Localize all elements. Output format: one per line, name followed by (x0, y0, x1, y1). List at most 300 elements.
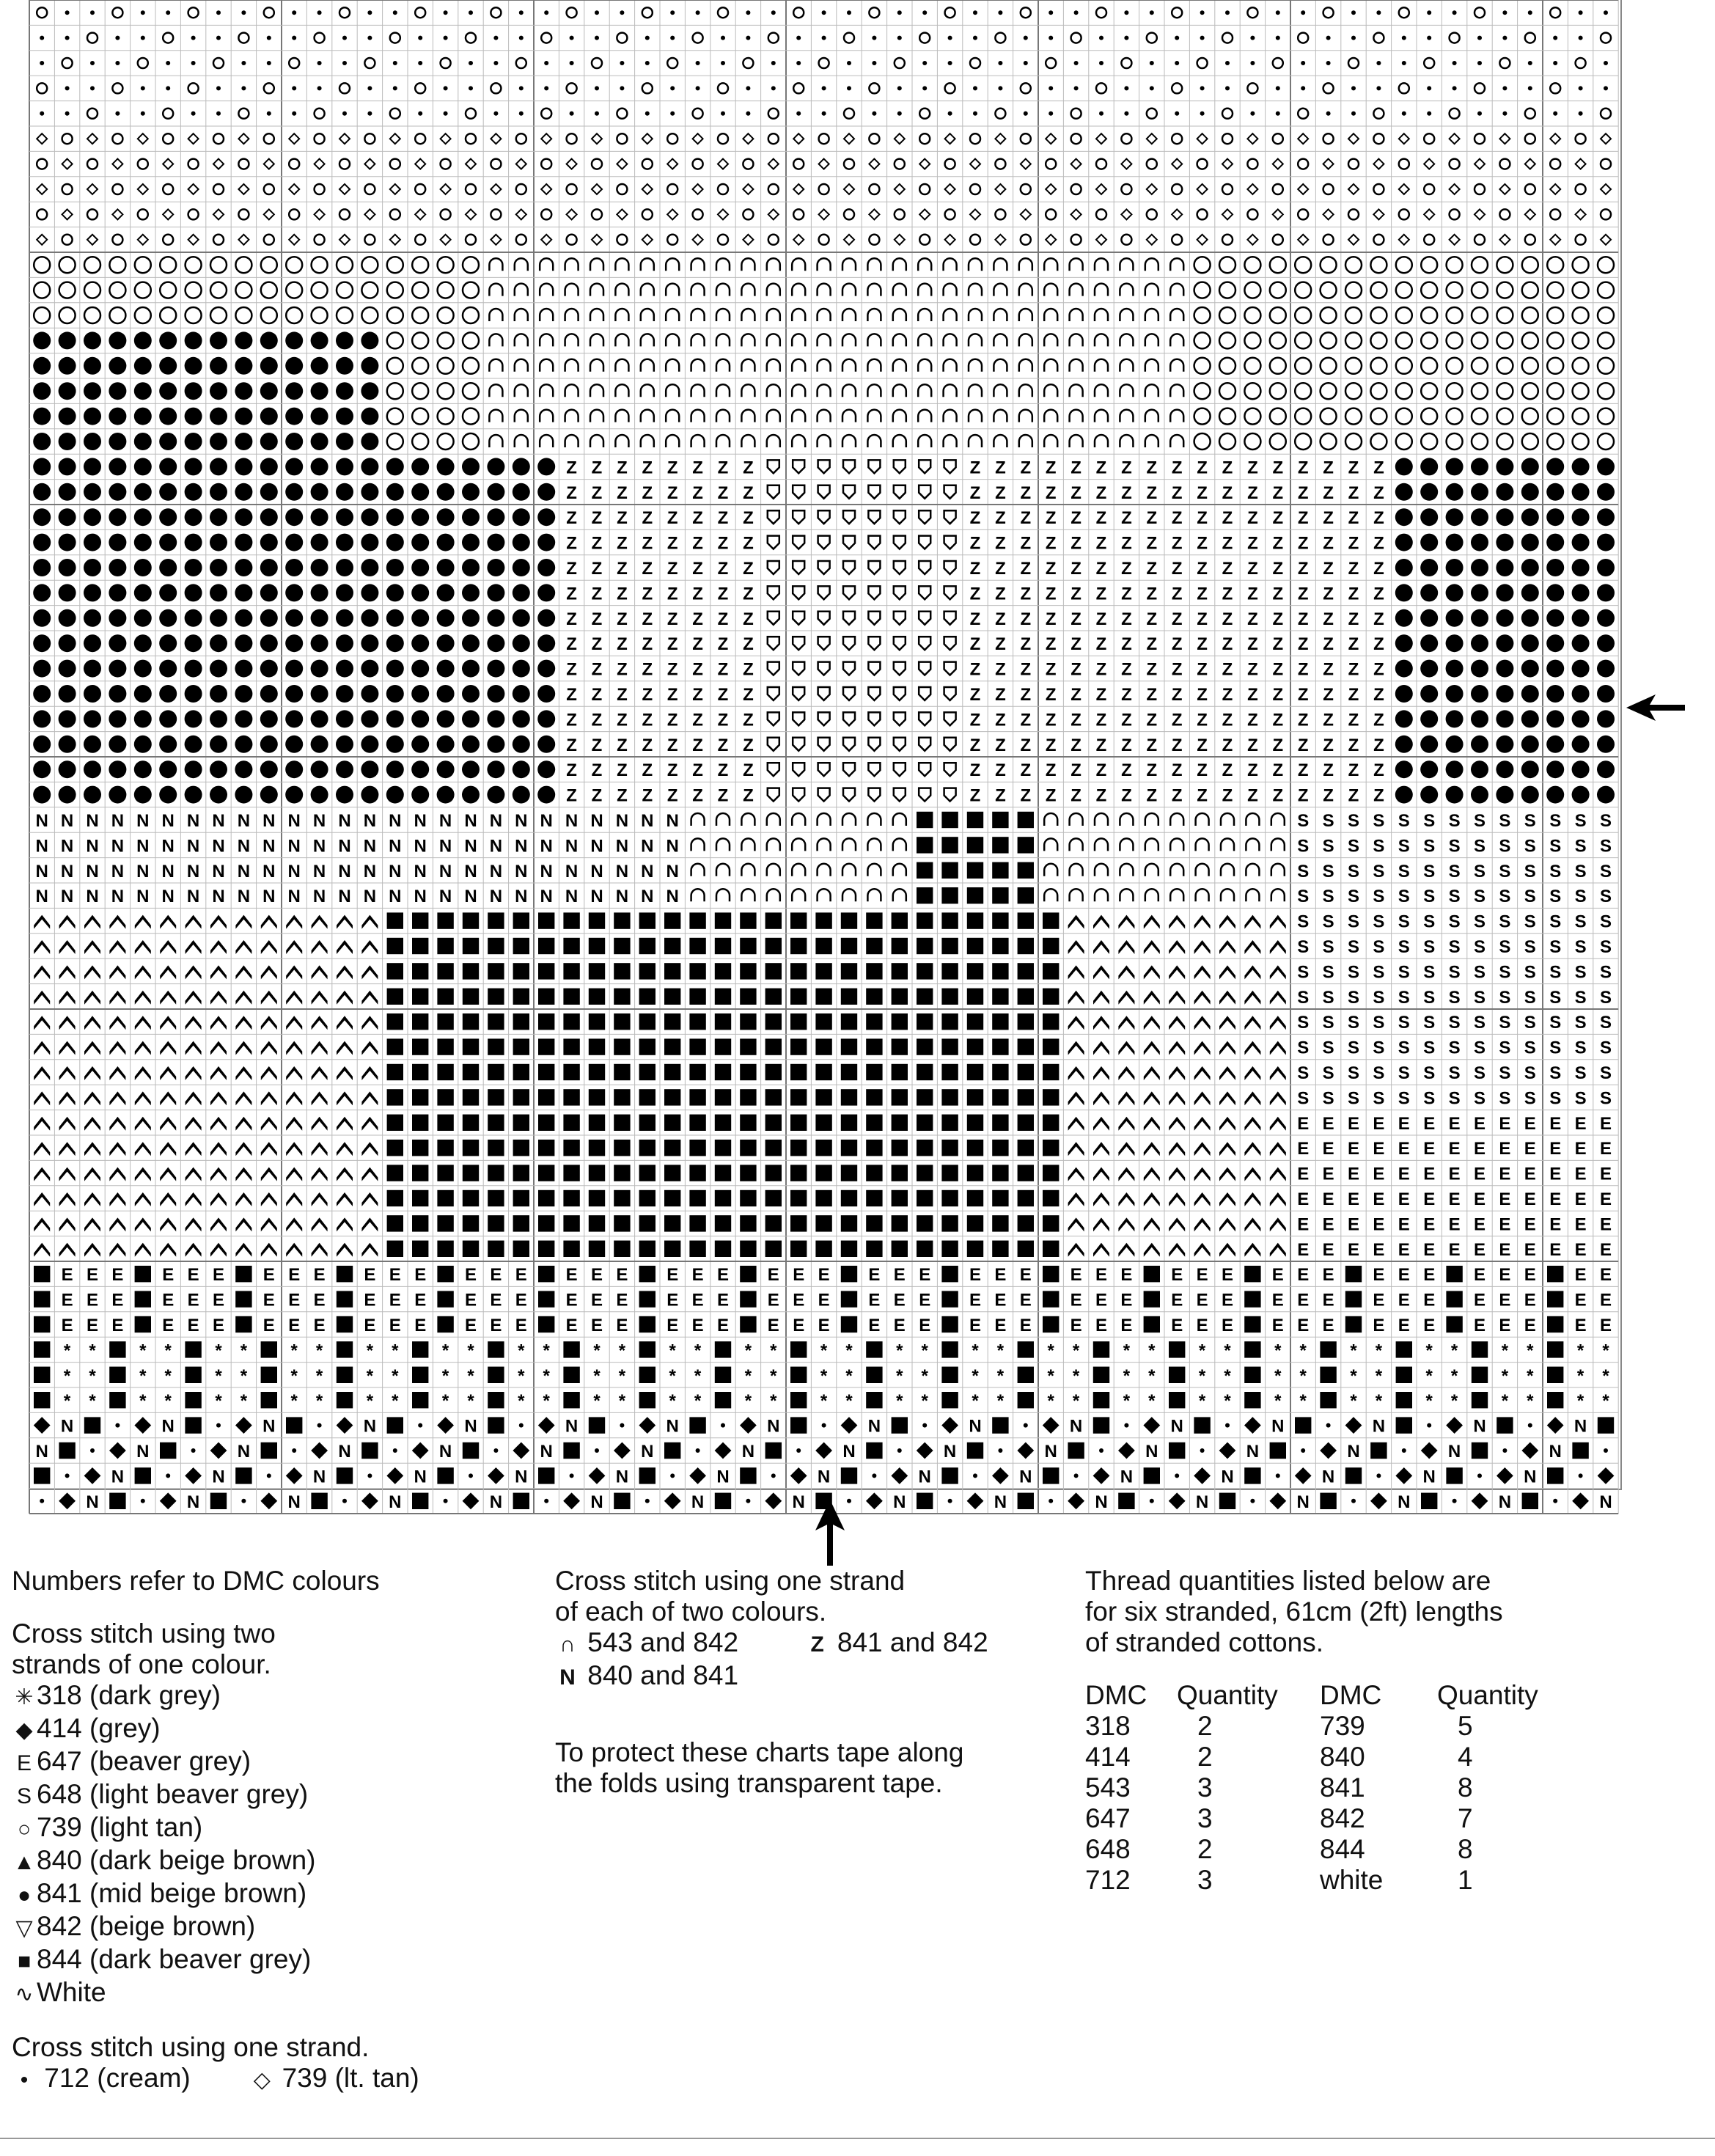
chart-stitch-symbol (1070, 410, 1083, 422)
chart-stitch-symbol (59, 1066, 76, 1080)
chart-stitch-symbol (841, 1089, 857, 1105)
chart-stitch-symbol: S (1423, 962, 1436, 983)
chart-stitch-symbol (361, 1041, 378, 1055)
chart-stitch-symbol: S (1549, 1038, 1562, 1058)
chart-stitch-symbol (336, 382, 353, 400)
chart-stitch-symbol (134, 710, 152, 727)
chart-stitch-symbol (166, 61, 170, 65)
chart-stitch-symbol: E (1171, 1316, 1183, 1335)
chart-stitch-symbol: Z (1373, 735, 1384, 755)
chart-stitch-symbol (1096, 209, 1106, 219)
legend-label: 739 (light tan) (37, 1812, 203, 1842)
chart-stitch-symbol (185, 331, 202, 349)
chart-stitch-symbol (1093, 965, 1109, 979)
quantities-intro: Thread quantities listed below are (1085, 1566, 1491, 1596)
chart-stitch-symbol (286, 1142, 302, 1156)
chart-stitch-symbol (841, 1266, 857, 1282)
chart-stitch-symbol (716, 284, 730, 296)
chart-stitch-symbol: Z (1146, 584, 1158, 604)
table-row (1085, 1772, 1546, 1803)
chart-stitch-symbol (592, 159, 602, 169)
chart-stitch-symbol: E (288, 1290, 301, 1310)
chart-stitch-symbol (1351, 10, 1356, 15)
chart-stitch-symbol (1446, 458, 1464, 475)
chart-stitch-symbol (260, 786, 278, 804)
chart-stitch-symbol (842, 359, 856, 372)
chart-stitch-symbol (1121, 209, 1131, 219)
chart-stitch-symbol (841, 1291, 857, 1307)
chart-stitch-symbol: N (136, 887, 150, 907)
chart-stitch-symbol (639, 912, 655, 928)
chart-stitch-symbol (160, 940, 176, 954)
chart-stitch-symbol (1447, 433, 1463, 450)
chart-stitch-symbol (444, 10, 448, 15)
chart-stitch-symbol: E (565, 1316, 578, 1335)
chart-stitch-symbol (491, 184, 501, 194)
chart-stitch-symbol (336, 433, 353, 450)
chart-stitch-symbol (793, 637, 804, 650)
chart-stitch-symbol: E (1095, 1265, 1108, 1286)
chart-stitch-symbol (818, 384, 831, 397)
chart-stitch-symbol (967, 1190, 983, 1206)
chart-stitch-symbol: S (1297, 887, 1310, 907)
chart-stitch-symbol (1019, 435, 1032, 447)
chart-stitch-symbol (516, 209, 526, 219)
chart-stitch-symbol (918, 410, 931, 422)
chart-stitch-symbol (948, 36, 952, 40)
chart-stitch-symbol (1399, 83, 1409, 93)
chart-stitch-symbol: N (969, 1416, 982, 1437)
chart-stitch-symbol: Z (1121, 508, 1132, 529)
chart-stitch-symbol (595, 111, 599, 116)
chart-stitch-symbol: N (590, 887, 603, 907)
chart-stitch-symbol (84, 1117, 100, 1131)
chart-stitch-symbol (969, 258, 982, 271)
chart-stitch-symbol (1246, 864, 1259, 876)
chart-stitch-symbol: Z (1146, 609, 1158, 629)
chart-stitch-symbol (740, 1038, 756, 1055)
chart-stitch-symbol (361, 760, 378, 778)
chart-stitch-symbol (746, 36, 750, 40)
chart-stitch-symbol (386, 584, 404, 601)
chart-stitch-symbol (437, 710, 455, 727)
chart-stitch-symbol: E (716, 1265, 730, 1286)
chart-stitch-symbol: S (1423, 836, 1436, 857)
chart-stitch-symbol (1598, 383, 1614, 399)
chart-stitch-symbol (159, 634, 177, 652)
chart-stitch-symbol (1244, 1142, 1260, 1156)
chart-stitch-symbol: Z (1323, 508, 1334, 529)
chart-stitch-symbol (109, 710, 126, 727)
chart-stitch-symbol (746, 111, 750, 116)
chart-stitch-symbol: E (1271, 1265, 1284, 1286)
chart-stitch-symbol (1124, 1423, 1128, 1428)
chart-stitch-symbol (592, 235, 602, 245)
chart-stitch-symbol (743, 184, 753, 194)
chart-stitch-symbol: E (616, 1290, 628, 1310)
chart-stitch-symbol: Z (969, 710, 981, 730)
chart-stitch-symbol (513, 1038, 529, 1055)
chart-stitch-symbol (667, 209, 677, 219)
chart-stitch-symbol (412, 1367, 428, 1383)
blended-title: Cross stitch using one strand (555, 1566, 906, 1596)
chart-stitch-symbol (1019, 410, 1032, 422)
chart-stitch-symbol: Z (617, 458, 628, 478)
chart-stitch-symbol (1497, 1417, 1513, 1433)
chart-stitch-symbol (869, 184, 879, 194)
chart-stitch-symbol (84, 1217, 100, 1231)
chart-stitch-symbol (188, 133, 199, 144)
chart-stitch-symbol (235, 357, 252, 375)
chart-stitch-symbol (1326, 1423, 1331, 1428)
chart-stitch-symbol: S (1524, 1013, 1536, 1033)
chart-stitch-symbol (390, 159, 400, 169)
chart-stitch-symbol (941, 1316, 958, 1332)
chart-stitch-symbol: * (392, 1341, 399, 1361)
chart-stitch-symbol (941, 938, 958, 954)
chart-stitch-symbol (1222, 133, 1233, 144)
chart-stitch-symbol (516, 58, 526, 68)
chart-stitch-symbol: * (63, 1341, 71, 1361)
chart-stitch-symbol (109, 559, 126, 576)
chart-stitch-symbol (311, 736, 328, 753)
chart-stitch-symbol: Z (717, 508, 729, 529)
chart-stitch-symbol (441, 133, 451, 144)
chart-stitch-symbol (1572, 559, 1590, 576)
chart-stitch-symbol (287, 1468, 301, 1483)
chart-stitch-symbol (1147, 109, 1157, 119)
chart-stitch-symbol (741, 864, 754, 876)
chart-stitch-symbol: * (63, 1365, 71, 1386)
chart-stitch-symbol: S (1549, 1088, 1562, 1109)
chart-stitch-symbol (1270, 991, 1286, 1005)
chart-stitch-symbol (489, 309, 502, 321)
chart-stitch-symbol (922, 86, 927, 90)
chart-stitch-symbol (541, 109, 551, 119)
chart-stitch-symbol (138, 58, 148, 68)
chart-stitch-symbol: Z (1045, 710, 1057, 730)
chart-stitch-symbol (337, 1167, 353, 1181)
chart-stitch-symbol (210, 483, 227, 501)
chart-stitch-symbol (186, 257, 202, 273)
chart-stitch-symbol (513, 559, 530, 576)
chart-stitch-symbol (716, 1443, 730, 1458)
chart-stitch-symbol: Z (1297, 533, 1309, 554)
chart-stitch-symbol: N (615, 887, 629, 907)
chart-stitch-symbol (463, 989, 479, 1005)
chart-stitch-symbol (513, 786, 530, 804)
chart-stitch-symbol (866, 1064, 882, 1080)
chart-stitch-symbol (1323, 184, 1334, 194)
chart-stitch-symbol (260, 736, 278, 753)
chart-stitch-symbol: Z (591, 634, 603, 655)
chart-stitch-symbol (337, 1142, 353, 1156)
chart-stitch-symbol (1446, 483, 1464, 501)
chart-stitch-symbol (1194, 433, 1211, 450)
chart-stitch-symbol: Z (1272, 609, 1284, 629)
table-cell: 3 (1197, 1803, 1213, 1833)
chart-stitch-symbol (1222, 159, 1233, 169)
chart-stitch-symbol: E (1019, 1265, 1032, 1286)
chart-stitch-symbol (642, 83, 653, 93)
chart-stitch-symbol (740, 1140, 756, 1156)
chart-stitch-symbol: Z (969, 458, 981, 478)
chart-stitch-symbol: N (60, 1416, 74, 1437)
chart-stitch-symbol: E (716, 1316, 730, 1335)
chart-stitch-symbol (1021, 83, 1031, 93)
chart-stitch-symbol (822, 111, 826, 116)
chart-stitch-symbol (790, 1417, 807, 1433)
chart-stitch-symbol: Z (1247, 735, 1258, 755)
chart-stitch-symbol (992, 1241, 1008, 1257)
chart-stitch-symbol (538, 1038, 554, 1055)
chart-stitch-symbol (185, 786, 202, 804)
chart-stitch-symbol: S (1297, 1038, 1310, 1058)
chart-stitch-symbol (186, 965, 202, 979)
chart-stitch-symbol (843, 586, 855, 599)
chart-stitch-symbol (589, 989, 605, 1005)
chart-stitch-symbol (1546, 634, 1564, 652)
chart-stitch-symbol (1547, 358, 1563, 374)
chart-stitch-symbol (191, 1448, 196, 1453)
chart-stitch-symbol (336, 660, 353, 678)
chart-stitch-symbol (715, 1341, 731, 1357)
chart-stitch-symbol (34, 1091, 50, 1105)
chart-stitch-symbol (59, 1217, 76, 1231)
chart-stitch-symbol (537, 736, 555, 753)
chart-stitch-symbol (670, 36, 675, 40)
chart-stitch-symbol (84, 736, 101, 753)
chart-stitch-symbol: S (1373, 836, 1385, 857)
chart-stitch-symbol (1597, 584, 1615, 601)
chart-stitch-symbol: S (1448, 887, 1461, 907)
chart-stitch-symbol (1096, 235, 1106, 245)
legend-label: 647 (beaver grey) (37, 1746, 251, 1776)
chart-stitch-symbol (109, 1392, 125, 1408)
chart-stitch-symbol (847, 61, 851, 65)
chart-stitch-symbol (1450, 209, 1460, 219)
chart-stitch-symbol (33, 559, 51, 576)
chart-stitch-symbol: S (1398, 1038, 1410, 1058)
chart-stitch-symbol: Z (642, 735, 653, 755)
chart-stitch-symbol (1499, 58, 1510, 68)
chart-stitch-symbol (843, 738, 855, 751)
chart-stitch-symbol: S (1398, 962, 1410, 983)
chart-stitch-symbol (796, 36, 801, 40)
chart-stitch-symbol (163, 184, 173, 194)
chart-stitch-symbol (1420, 508, 1438, 526)
chart-stitch-symbol: Z (717, 559, 729, 579)
chart-stitch-symbol (466, 159, 476, 169)
chart-stitch-symbol (1144, 1167, 1160, 1181)
chart-stitch-symbol: N (1398, 1492, 1411, 1512)
chart-stitch-symbol (1018, 1341, 1034, 1357)
chart-stitch-symbol: E (590, 1265, 603, 1286)
chart-stitch-symbol: * (215, 1391, 222, 1412)
chart-stitch-symbol (919, 561, 930, 574)
chart-stitch-symbol (868, 460, 880, 473)
chart-stitch-symbol (917, 989, 933, 1005)
chart-stitch-symbol (411, 584, 429, 601)
arch-icon: ∩ (559, 1632, 576, 1657)
chart-stitch-symbol (567, 235, 577, 245)
chart-stitch-symbol: Z (642, 760, 653, 781)
chart-stitch-symbol (664, 1165, 680, 1181)
chart-stitch-symbol (639, 1190, 655, 1206)
chart-stitch-symbol (768, 109, 779, 119)
chart-stitch-symbol (1573, 332, 1589, 348)
chart-stitch-symbol: Z (666, 659, 678, 680)
chart-stitch-symbol (235, 1192, 251, 1206)
chart-stitch-symbol (1472, 332, 1488, 348)
chart-stitch-symbol: S (1297, 861, 1310, 881)
chart-stitch-symbol (1420, 634, 1438, 652)
chart-stitch-symbol (792, 334, 805, 346)
chart-stitch-symbol (415, 159, 425, 169)
chart-stitch-symbol (792, 864, 805, 876)
chart-stitch-symbol (34, 307, 50, 323)
chart-stitch-symbol: S (1499, 836, 1511, 857)
chart-stitch-symbol (311, 357, 328, 375)
chart-stitch-symbol (34, 1418, 49, 1433)
chart-stitch-symbol (1195, 1468, 1210, 1483)
chart-stitch-symbol (1144, 1266, 1160, 1282)
chart-stitch-symbol (570, 111, 574, 116)
chart-stitch-symbol (1071, 133, 1081, 144)
chart-stitch-symbol (1427, 1423, 1431, 1428)
chart-stitch-symbol (1219, 1167, 1235, 1181)
chart-stitch-symbol (364, 235, 375, 245)
chart-stitch-symbol (33, 357, 51, 375)
chart-stitch-symbol (386, 685, 404, 703)
chart-stitch-symbol (715, 938, 731, 954)
chart-stitch-symbol (563, 938, 579, 954)
chart-stitch-symbol (1145, 334, 1158, 346)
chart-stitch-symbol (1273, 235, 1283, 245)
chart-stitch-symbol (919, 460, 930, 473)
chart-stitch-symbol (1121, 184, 1131, 194)
chart-stitch-symbol (1196, 813, 1209, 826)
chart-stitch-symbol (109, 965, 125, 979)
chart-stitch-symbol: Z (1146, 710, 1158, 730)
chart-stitch-symbol: E (1574, 1316, 1587, 1335)
chart-stitch-symbol (741, 838, 754, 851)
chart-stitch-symbol (1197, 58, 1208, 68)
chart-stitch-symbol (387, 963, 403, 979)
chart-stitch-symbol (768, 586, 779, 599)
chart-stitch-symbol: Z (1297, 710, 1309, 730)
legend-label: 840 and 841 (587, 1660, 739, 1690)
chart-stitch-symbol (235, 1217, 251, 1231)
chart-stitch-symbol: Z (1071, 785, 1081, 806)
chart-stitch-symbol (286, 1091, 302, 1105)
chart-stitch-symbol (138, 209, 148, 219)
chart-stitch-symbol (109, 991, 125, 1005)
chart-stitch-symbol (563, 1190, 579, 1206)
chart-stitch-symbol (967, 1038, 983, 1055)
chart-stitch-symbol: * (1072, 1365, 1080, 1386)
chart-stitch-symbol (1068, 1167, 1084, 1181)
chart-stitch-symbol (1070, 864, 1083, 876)
chart-stitch-symbol (109, 685, 126, 703)
chart-stitch-symbol (691, 410, 705, 422)
chart-stitch-symbol (289, 159, 299, 169)
chart-stitch-symbol (311, 1493, 327, 1509)
chart-stitch-symbol: Z (642, 710, 653, 730)
chart-stitch-symbol (822, 10, 826, 15)
chart-stitch-symbol (387, 1013, 403, 1030)
chart-stitch-symbol (941, 887, 958, 903)
chart-stitch-symbol (689, 938, 705, 954)
table-row (1085, 1803, 1546, 1834)
chart-stitch-symbol: E (1499, 1189, 1511, 1209)
chart-stitch-symbol: Z (666, 634, 678, 655)
chart-stitch-symbol (1172, 209, 1182, 219)
chart-stitch-symbol (1550, 159, 1560, 169)
chart-stitch-symbol (689, 1190, 705, 1206)
chart-stitch-symbol: S (1574, 1063, 1587, 1083)
chart-stitch-symbol: Z (1222, 760, 1233, 781)
chart-stitch-symbol (235, 559, 252, 576)
chart-stitch-symbol (361, 282, 378, 298)
chart-stitch-symbol: * (1198, 1391, 1206, 1412)
chart-stitch-symbol (487, 685, 504, 703)
chart-stitch-symbol: N (741, 1442, 755, 1462)
chart-stitch-symbol (1074, 1473, 1079, 1478)
chart-stitch-symbol (615, 410, 628, 422)
chart-stitch-symbol: N (161, 861, 175, 881)
chart-stitch-symbol (1121, 133, 1131, 144)
chart-stitch-symbol (285, 408, 303, 425)
chart-stitch-symbol: S (1373, 987, 1385, 1008)
dot-icon: • (20, 2068, 29, 2092)
chart-stitch-symbol (437, 660, 455, 678)
chart-stitch-symbol (1043, 1190, 1059, 1206)
chart-stitch-symbol (1194, 940, 1211, 954)
chart-stitch-symbol (519, 10, 524, 15)
chart-stitch-symbol (210, 991, 227, 1005)
chart-stitch-symbol (941, 1115, 958, 1131)
legend-item (12, 1845, 419, 1878)
chart-stitch-symbol (645, 111, 650, 116)
chart-stitch-symbol: E (1171, 1265, 1183, 1286)
chart-stitch-symbol: N (515, 861, 528, 881)
chart-stitch-symbol (487, 458, 504, 475)
chart-stitch-symbol: E (691, 1265, 704, 1286)
chart-stitch-symbol (336, 609, 353, 627)
chart-stitch-symbol (84, 534, 101, 551)
chart-stitch-symbol: E (364, 1265, 376, 1286)
chart-stitch-symbol (1521, 685, 1539, 703)
chart-stitch-symbol (1145, 258, 1158, 271)
chart-stitch-symbol: E (288, 1265, 301, 1286)
chart-stitch-symbol (1446, 1467, 1462, 1484)
chart-stitch-symbol (792, 435, 805, 447)
chart-stitch-symbol: Z (969, 609, 981, 629)
chart-stitch-symbol: Z (1045, 785, 1057, 806)
chart-stitch-symbol (866, 1165, 882, 1181)
chart-stitch-symbol (513, 1064, 529, 1080)
chart-stitch-symbol (1477, 36, 1482, 40)
chart-stitch-symbol: Z (1121, 760, 1132, 781)
chart-stitch-symbol: S (1574, 887, 1587, 907)
legend-item (12, 1878, 419, 1911)
chart-stitch-symbol (718, 7, 728, 18)
chart-stitch-symbol (941, 1013, 958, 1030)
chart-stitch-symbol (1447, 1418, 1462, 1433)
chart-stitch-symbol (1471, 660, 1488, 678)
chart-stitch-symbol: N (1473, 1416, 1486, 1437)
